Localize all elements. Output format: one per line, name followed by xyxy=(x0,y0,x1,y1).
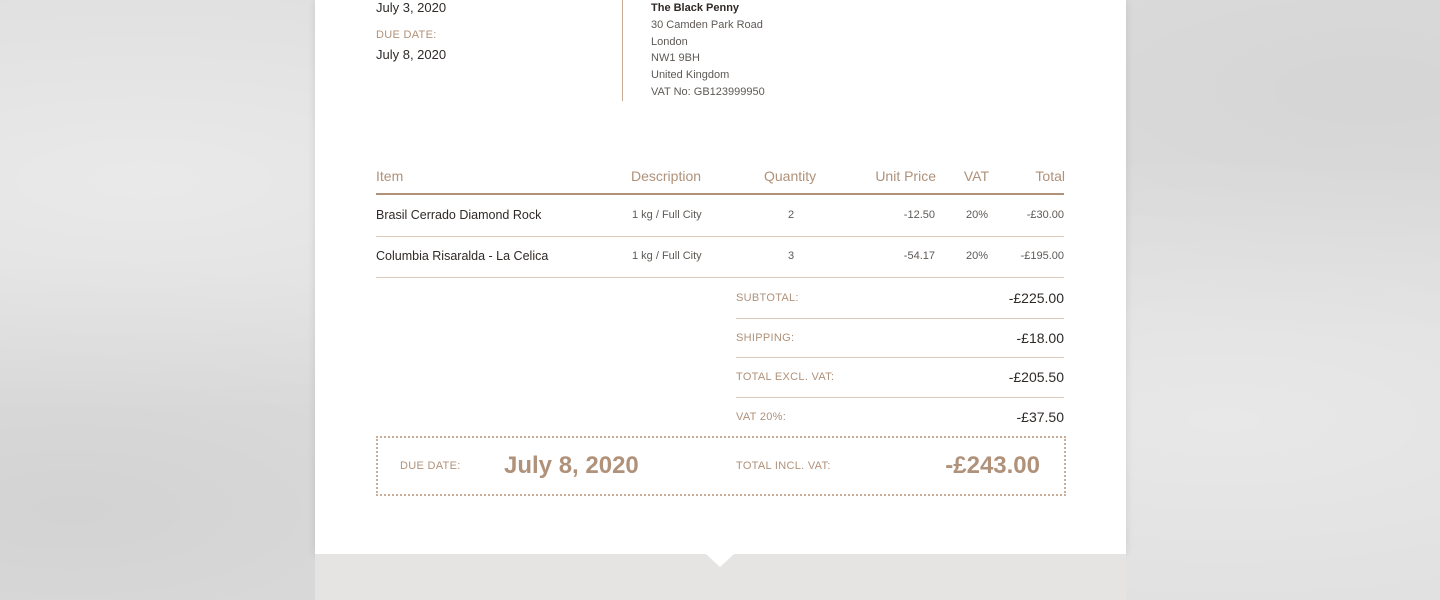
shipping-label: SHIPPING: xyxy=(736,332,795,344)
invoice-paper xyxy=(315,0,1126,554)
column-header-item: Item xyxy=(376,168,404,184)
shipping-value: -£18.00 xyxy=(1016,330,1064,346)
due-date-label: DUE DATE: xyxy=(376,29,437,41)
footer-notch xyxy=(706,554,734,567)
due-date-highlight: July 8, 2020 xyxy=(504,452,639,479)
total-excl-vat-value: -£205.50 xyxy=(1008,369,1064,385)
seller-address xyxy=(651,0,765,101)
row-unit-price: -54.17 xyxy=(903,250,935,262)
header-divider xyxy=(622,0,623,101)
table-header-rule xyxy=(376,193,1064,195)
row-item-name: Brasil Cerrado Diamond Rock xyxy=(376,208,542,222)
row-description: 1 kg / Full City xyxy=(632,250,702,262)
row-unit-price: -12.50 xyxy=(903,209,935,221)
totals-divider xyxy=(736,357,1064,358)
seller-address-line: London xyxy=(651,35,688,48)
row-description: 1 kg / Full City xyxy=(632,209,702,221)
vat-label: VAT 20%: xyxy=(736,411,787,423)
row-quantity: 2 xyxy=(787,209,795,221)
column-header-quantity: Quantity xyxy=(764,168,817,184)
total-incl-vat-label: TOTAL INCL. VAT: xyxy=(736,460,831,472)
row-quantity: 3 xyxy=(787,250,795,262)
paper-footer xyxy=(315,554,1126,600)
column-header-unit-price: Unit Price xyxy=(875,168,936,184)
due-date-value: July 8, 2020 xyxy=(376,47,447,62)
seller-address-line: 30 Camden Park Road xyxy=(651,18,763,31)
row-item-name: Columbia Risaralda - La Celica xyxy=(376,249,549,263)
subtotal-label: SUBTOTAL: xyxy=(736,292,799,304)
row-divider xyxy=(376,277,1064,278)
column-header-vat: VAT xyxy=(963,168,989,184)
row-vat: 20% xyxy=(965,250,988,262)
subtotal-value: -£225.00 xyxy=(1008,290,1064,306)
column-header-total: Total xyxy=(1035,168,1065,184)
total-excl-vat-label: TOTAL EXCL. VAT: xyxy=(736,371,835,383)
seller-address-line: United Kingdom xyxy=(651,69,730,82)
due-date-label: DUE DATE: xyxy=(400,460,461,472)
column-header-description: Description xyxy=(631,168,702,184)
totals-divider xyxy=(736,397,1064,398)
row-total: -£195.00 xyxy=(1020,250,1064,262)
seller-address-line: NW1 9BH xyxy=(651,52,700,65)
seller-name: The Black Penny xyxy=(651,2,740,14)
row-divider xyxy=(376,236,1064,237)
amount-due-box xyxy=(376,436,1066,496)
total-incl-vat-value: -£243.00 xyxy=(945,452,1040,479)
seller-vat-number: VAT No: GB123999950 xyxy=(651,85,765,98)
row-total: -£30.00 xyxy=(1026,209,1064,221)
invoice-date: July 3, 2020 xyxy=(376,0,447,15)
vat-value: -£37.50 xyxy=(1016,409,1064,425)
totals-divider xyxy=(736,318,1064,319)
row-vat: 20% xyxy=(965,209,988,221)
